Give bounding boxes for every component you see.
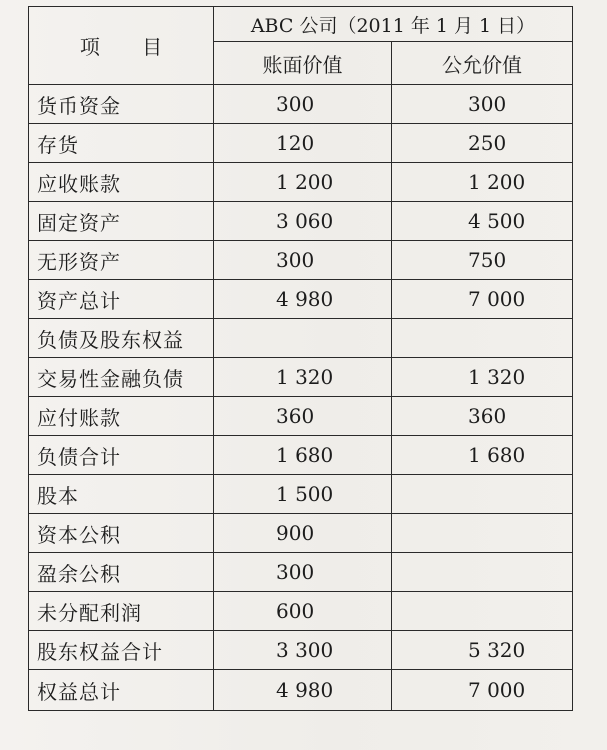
row-fair-value-cell: 7 000 [392,280,573,319]
row-fair-value-cell: 4 500 [392,202,573,241]
row-fair-value-cell [392,553,573,592]
table-row [29,163,573,202]
row-item-cell: 负债合计 [29,436,214,475]
row-item-cell: 股本 [29,475,214,514]
row-fair-value-cell [392,319,573,358]
row-item-cell: 负债及股东权益 [29,319,214,358]
row-book-value-cell: 900 [214,514,392,553]
item-column-header: 项 目 [29,7,214,85]
company-date-header: ABC 公司（2011 年 1 月 1 日） [214,7,573,42]
row-book-value-cell: 360 [214,397,392,436]
row-book-value-cell [214,319,392,358]
row-fair-value-cell [392,475,573,514]
row-book-value-cell: 4 980 [214,280,392,319]
row-fair-value-cell: 250 [392,124,573,163]
table-row [29,319,573,358]
row-item-cell: 存货 [29,124,214,163]
row-book-value-cell: 300 [214,241,392,280]
table-row [29,670,573,711]
table-row [29,358,573,397]
row-fair-value-cell: 750 [392,241,573,280]
row-book-value-cell: 3 060 [214,202,392,241]
table-row [29,241,573,280]
row-fair-value-cell: 360 [392,397,573,436]
row-book-value-cell: 1 500 [214,475,392,514]
balance-sheet-table [28,6,573,711]
row-item-cell: 未分配利润 [29,592,214,631]
row-item-cell: 资产总计 [29,280,214,319]
row-book-value-cell: 1 200 [214,163,392,202]
row-book-value-cell: 600 [214,592,392,631]
row-item-cell: 交易性金融负债 [29,358,214,397]
row-fair-value-cell: 7 000 [392,670,573,711]
row-item-cell: 盈余公积 [29,553,214,592]
row-book-value-cell: 1 680 [214,436,392,475]
row-item-cell: 固定资产 [29,202,214,241]
row-fair-value-cell: 5 320 [392,631,573,670]
row-item-cell: 应收账款 [29,163,214,202]
row-book-value-cell: 3 300 [214,631,392,670]
row-fair-value-cell: 1 680 [392,436,573,475]
row-fair-value-cell: 1 200 [392,163,573,202]
book-value-header: 账面价值 [214,42,392,85]
table-row [29,202,573,241]
row-fair-value-cell [392,592,573,631]
row-book-value-cell: 300 [214,553,392,592]
table-row [29,85,573,124]
table-row [29,280,573,319]
row-book-value-cell: 300 [214,85,392,124]
row-item-cell: 股东权益合计 [29,631,214,670]
table-row [29,514,573,553]
row-fair-value-cell: 1 320 [392,358,573,397]
table-row [29,436,573,475]
table-row [29,397,573,436]
row-fair-value-cell: 300 [392,85,573,124]
row-item-cell: 应付账款 [29,397,214,436]
row-book-value-cell: 1 320 [214,358,392,397]
row-item-cell: 无形资产 [29,241,214,280]
table-row [29,475,573,514]
row-fair-value-cell [392,514,573,553]
row-book-value-cell: 120 [214,124,392,163]
header-row-1 [29,7,573,42]
fair-value-header: 公允价值 [392,42,573,85]
row-item-cell: 权益总计 [29,670,214,711]
table-row [29,592,573,631]
table-row [29,631,573,670]
row-item-cell: 资本公积 [29,514,214,553]
table-row [29,124,573,163]
row-book-value-cell: 4 980 [214,670,392,711]
row-item-cell: 货币资金 [29,85,214,124]
table-row [29,553,573,592]
